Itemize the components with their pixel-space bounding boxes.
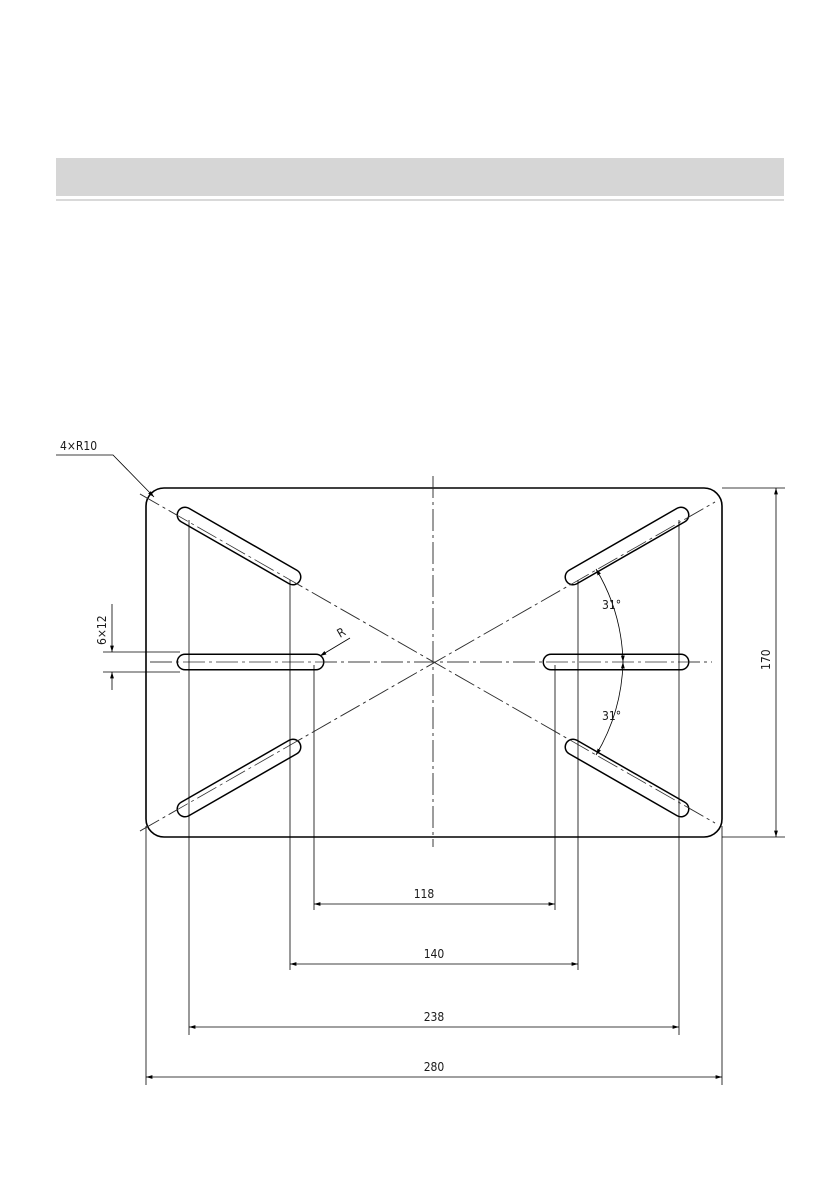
radius-label: R — [334, 624, 348, 641]
dimension-lines — [112, 488, 776, 1077]
angle-upper-label: 31° — [602, 598, 622, 612]
dim-238-label: 238 — [423, 1010, 445, 1024]
slot-size-label: 6×12 — [95, 615, 109, 645]
corner-radius-label: 4×R10 — [60, 439, 98, 453]
angle-lower-label: 31° — [602, 709, 622, 723]
height-dimension-label: 170 — [759, 649, 773, 670]
dim-118-label: 118 — [413, 887, 435, 901]
dim-280-label: 280 — [423, 1060, 445, 1074]
dim-140-label: 140 — [423, 947, 445, 961]
extension-lines — [103, 488, 785, 1085]
